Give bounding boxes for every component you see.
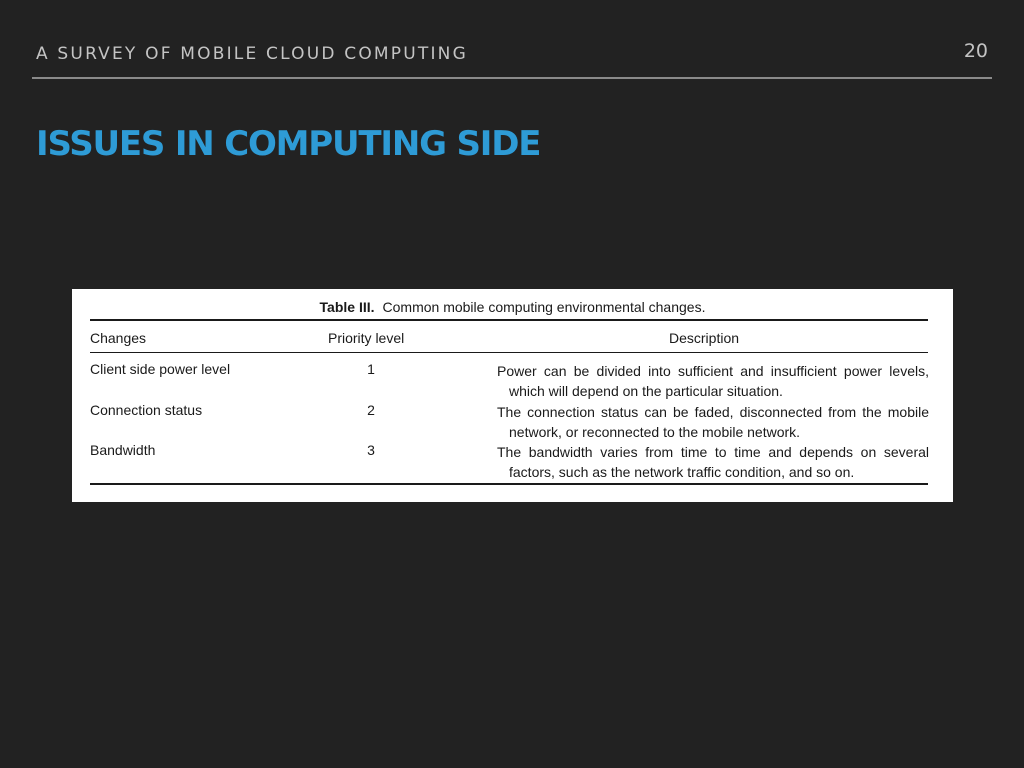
- row-change: Bandwidth: [90, 442, 156, 458]
- slide-header-title: A SURVEY OF MOBILE CLOUD COMPUTING: [36, 44, 468, 64]
- column-header-description: Description: [669, 330, 740, 346]
- header-divider: [32, 77, 992, 79]
- table-caption-label: Table III.: [319, 299, 375, 315]
- table-caption-text: Common mobile computing environmental changes.: [382, 299, 706, 315]
- row-priority: 2: [367, 402, 375, 418]
- column-header-changes: Changes: [90, 330, 147, 346]
- table-caption: [72, 299, 953, 315]
- table-bottom-rule: [90, 483, 928, 485]
- row-description: The connection status can be faded, disconnected from the mobile network, or reconnected to the mobile network.: [497, 404, 929, 440]
- table-figure: [72, 289, 953, 502]
- row-description: Power can be divided into sufficient and insufficient power levels, which will depend on the particular situation.: [497, 363, 929, 399]
- column-header-priority: Priority level: [328, 330, 405, 346]
- row-priority: 3: [367, 442, 375, 458]
- table-header-rule: [90, 352, 928, 353]
- slide-heading: ISSUES IN COMPUTING SIDE: [36, 124, 541, 164]
- row-change: Connection status: [90, 402, 203, 418]
- row-priority: 1: [367, 361, 375, 377]
- page-number: 20: [963, 40, 988, 62]
- row-description: The bandwidth varies from time to time and depends on several factors, such as the network traffic condition, and so on.: [497, 444, 929, 480]
- row-change: Client side power level: [90, 361, 231, 377]
- table-top-rule: [90, 319, 928, 321]
